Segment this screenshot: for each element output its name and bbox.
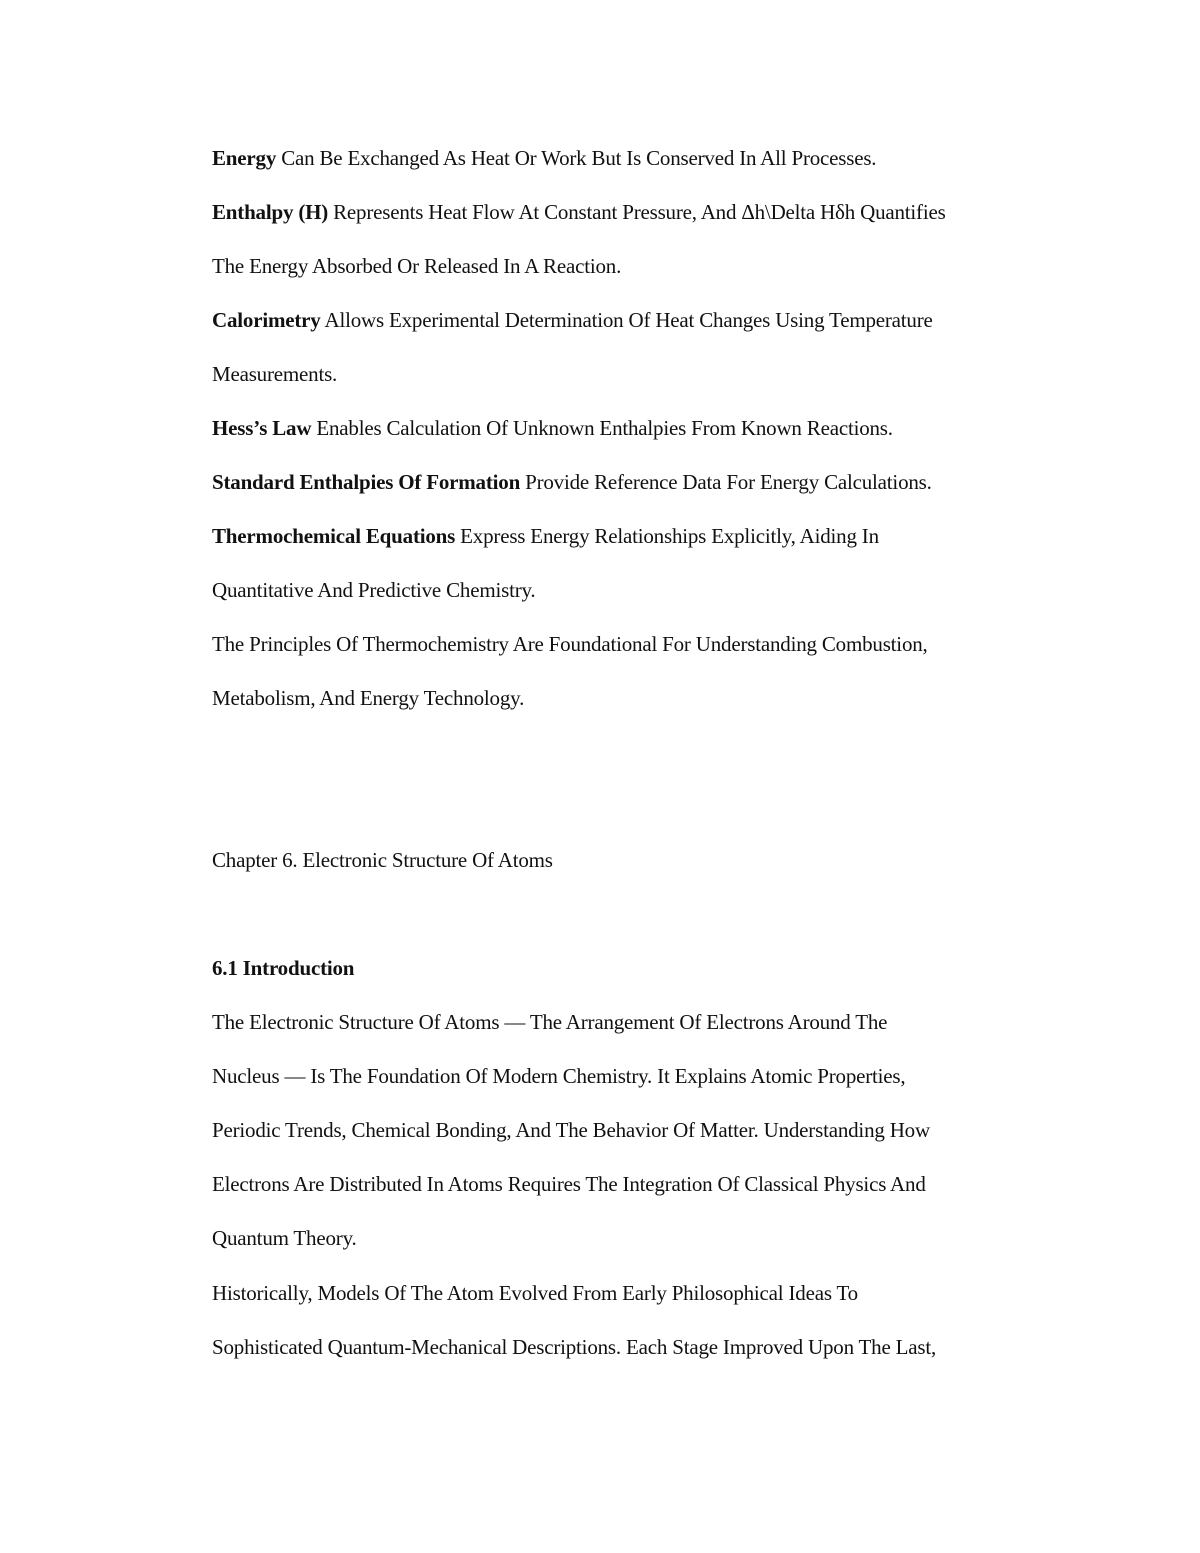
summary-enthalpy-text-2: The Energy Absorbed Or Released In A Reaction. (212, 254, 622, 278)
summary-thermochemical-text-1: Express Energy Relationships Explicitly, Aiding In (455, 524, 879, 548)
summary-hess-line (212, 415, 1112, 441)
summary-enthalpy-text-1: Represents Heat Flow At Constant Pressure, And Δh\Delta Hδh Quantifies (328, 200, 946, 224)
chapter-title: Chapter 6. Electronic Structure Of Atoms (212, 848, 553, 872)
term-thermochemical-equations: Thermochemical Equations (212, 524, 456, 548)
term-hess-law: Hess’s Law (212, 416, 312, 440)
summary-calorimetry-line-1 (212, 307, 1112, 333)
section-heading (212, 955, 1112, 981)
paragraph-line: The Electronic Structure Of Atoms — The Arrangement Of Electrons Around The (212, 1010, 888, 1034)
summary-calorimetry-text-1: Allows Experimental Determination Of Heat Changes Using Temperature (320, 308, 933, 332)
term-standard-enthalpies: Standard Enthalpies Of Formation (212, 470, 521, 494)
summary-enthalpy-line-1 (212, 199, 1112, 225)
paragraph-line: Nucleus — Is The Foundation Of Modern Chemistry. It Explains Atomic Properties, (212, 1064, 906, 1088)
summary-thermochemical-text-2: Quantitative And Predictive Chemistry. (212, 578, 536, 602)
summary-enthalpy-line-2 (212, 253, 1112, 279)
term-calorimetry: Calorimetry (212, 308, 321, 332)
summary-thermochemical-line-2 (212, 577, 1112, 603)
paragraph-line: Historically, Models Of The Atom Evolved From Early Philosophical Ideas To (212, 1281, 858, 1305)
summary-calorimetry-line-2 (212, 361, 1112, 387)
paragraph-line: Periodic Trends, Chemical Bonding, And The Behavior Of Matter. Understanding How (212, 1118, 930, 1142)
summary-hess-text: Enables Calculation Of Unknown Enthalpies From Known Reactions. (311, 416, 893, 440)
section-heading-text: 6.1 Introduction (212, 956, 355, 980)
paragraph-line: Electrons Are Distributed In Atoms Requires The Integration Of Classical Physics And (212, 1172, 926, 1196)
paragraph-line: Quantum Theory. (212, 1226, 357, 1250)
summary-standard-text: Provide Reference Data For Energy Calculations. (520, 470, 932, 494)
paragraph-line: Sophisticated Quantum-Mechanical Descriptions. Each Stage Improved Upon The Last, (212, 1335, 937, 1359)
summary-principles-line-2: Metabolism, And Energy Technology. (212, 686, 525, 710)
summary-energy-line (212, 145, 1112, 171)
summary-principles-line-1: The Principles Of Thermochemistry Are Foundational For Understanding Combustion, (212, 632, 928, 656)
term-enthalpy: Enthalpy (H) (212, 200, 329, 224)
summary-energy-text: Can Be Exchanged As Heat Or Work But Is Conserved In All Processes. (276, 146, 877, 170)
summary-thermochemical-line-1 (212, 523, 1112, 549)
summary-standard-line (212, 469, 1112, 495)
summary-calorimetry-text-2: Measurements. (212, 362, 338, 386)
term-energy: Energy (212, 146, 277, 170)
